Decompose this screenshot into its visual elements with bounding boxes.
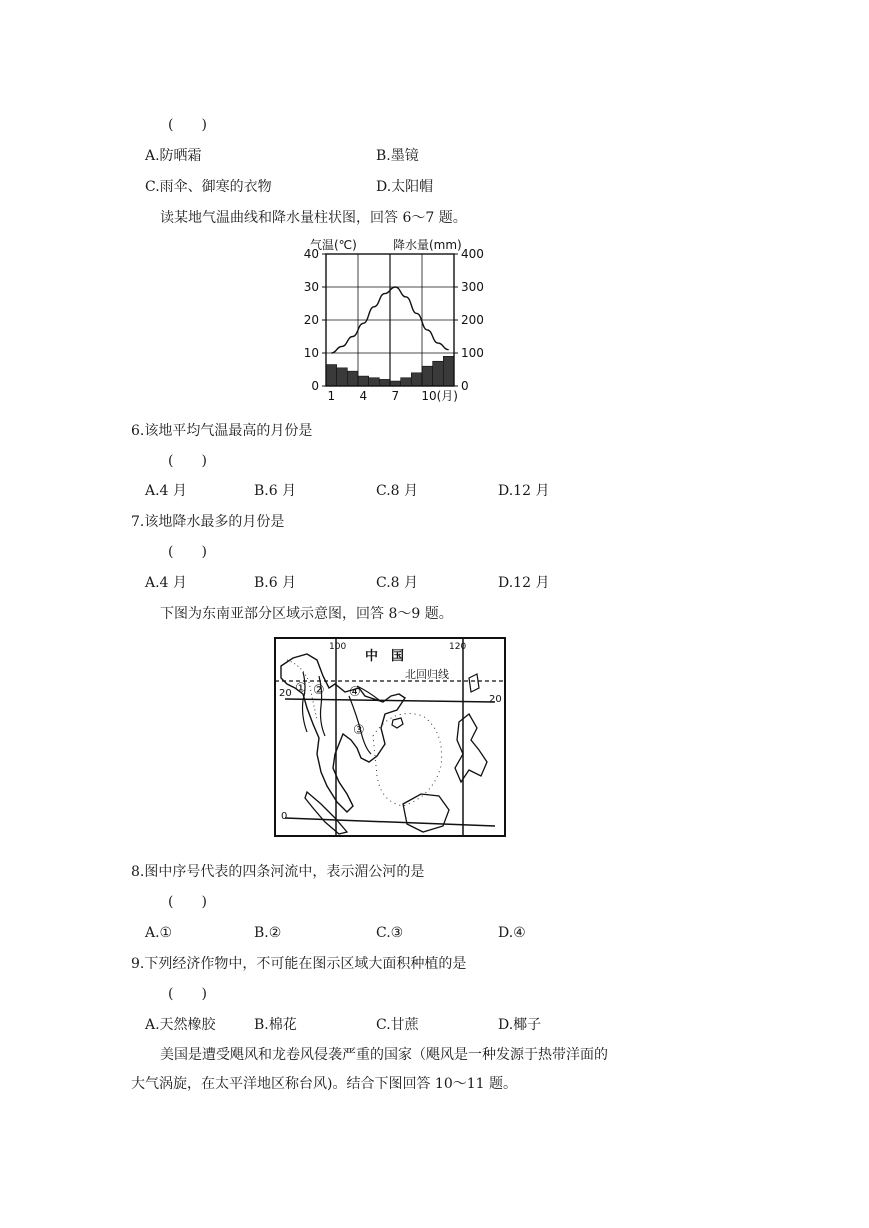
tick-label-left: 10 <box>303 346 319 360</box>
precip-bar <box>401 378 412 386</box>
precip-bar <box>379 379 390 386</box>
q6-stem: 6.该地平均气温最高的月份是 <box>131 423 313 439</box>
tick-label-right: 400 <box>461 247 484 261</box>
precip-bar <box>411 373 422 386</box>
precip-bar <box>422 366 433 386</box>
southeast-asia-map <box>273 636 509 840</box>
q7-option-b: B.6 月 <box>254 575 297 591</box>
q9-option-b: B.棉花 <box>254 1017 297 1033</box>
map-label-lat-0: 0 <box>281 811 288 822</box>
tick-label-right: 300 <box>461 280 484 294</box>
map-label-lat-20-left: 20 <box>279 688 292 699</box>
map-frame <box>275 638 505 836</box>
precip-bar <box>390 381 401 386</box>
q7-option-d: D.12 月 <box>498 575 550 591</box>
q8-option-c: C.③ <box>376 925 404 941</box>
precip-bar <box>358 376 369 386</box>
intro-10-11-line1: 美国是遭受飓风和龙卷风侵袭严重的国家（飓风是一种发源于热带洋面的 <box>160 1047 608 1063</box>
precip-bar <box>326 365 337 386</box>
intro-10-11-line2: 大气涡旋，在太平洋地区称台风)。结合下图回答 10～11 题。 <box>131 1076 517 1092</box>
precip-bar <box>443 356 454 386</box>
chart-ylabel-left: 气温(℃) <box>310 238 357 252</box>
q6-option-c: C.8 月 <box>376 483 419 499</box>
q5-option-b: B.墨镜 <box>376 148 419 164</box>
intro-8-9: 下图为东南亚部分区域示意图，回答 8～9 题。 <box>160 606 453 622</box>
map-label-lon-120: 120 <box>449 642 467 652</box>
tick-label-left: 20 <box>303 313 319 327</box>
tick-label-x: 10(月) <box>421 389 458 402</box>
q7-option-a: A.4 月 <box>145 575 187 591</box>
q8-option-a: A.① <box>145 925 173 941</box>
tick-label-x: 4 <box>359 389 368 402</box>
q9-option-a: A.天然橡胶 <box>145 1017 216 1033</box>
q9-option-d: D.椰子 <box>498 1017 542 1033</box>
map-label-tropic: 北回归线 <box>405 668 449 681</box>
map-river-label-2: ② <box>313 683 325 698</box>
tick-label-right: 100 <box>461 346 484 360</box>
tick-label-left: 40 <box>303 247 319 261</box>
map-river-label-1: ① <box>295 681 307 696</box>
map-river-label-4: ④ <box>349 685 361 700</box>
map-river-label-3: ③ <box>353 723 365 738</box>
map-label-china: 中 国 <box>365 649 405 664</box>
precip-bar <box>369 378 380 386</box>
map-label-lon-100: 100 <box>329 642 347 652</box>
q9-stem: 9.下列经济作物中，不可能在图示区域大面积种植的是 <box>131 956 467 972</box>
precip-bar <box>433 361 444 386</box>
precip-bar <box>337 368 348 386</box>
q8-option-b: B.② <box>254 925 282 941</box>
climate-chart <box>290 236 490 402</box>
tick-label-left: 30 <box>303 280 319 294</box>
tick-label-right: 0 <box>461 379 469 393</box>
q6-option-b: B.6 月 <box>254 483 297 499</box>
q7-option-c: C.8 月 <box>376 575 419 591</box>
q7-stem: 7.该地降水最多的月份是 <box>131 514 285 530</box>
q5-option-d: D.太阳帽 <box>376 179 434 195</box>
q6-answer-paren: ( ) <box>168 453 207 469</box>
tick-label-right: 200 <box>461 313 484 327</box>
q5-option-a: A.防晒霜 <box>145 148 202 164</box>
q5-option-c: C.雨伞、御寒的衣物 <box>145 179 272 195</box>
precip-bar <box>347 371 358 386</box>
q6-option-a: A.4 月 <box>145 483 187 499</box>
intro-6-7: 读某地气温曲线和降水量柱状图，回答 6～7 题。 <box>160 210 467 226</box>
q9-option-c: C.甘蔗 <box>376 1017 419 1033</box>
q5-answer-paren: ( ) <box>168 117 207 133</box>
tick-label-x: 7 <box>391 389 400 402</box>
q8-answer-paren: ( ) <box>168 894 207 910</box>
tick-label-x: 1 <box>327 389 336 402</box>
map-label-lat-20-right: 20 <box>489 694 502 705</box>
q8-stem: 8.图中序号代表的四条河流中，表示湄公河的是 <box>131 864 425 880</box>
q6-option-d: D.12 月 <box>498 483 550 499</box>
q9-answer-paren: ( ) <box>168 986 207 1002</box>
tick-label-left: 0 <box>311 379 319 393</box>
chart-ylabel-right: 降水量(mm) <box>393 238 462 252</box>
q8-option-d: D.④ <box>498 925 526 941</box>
q7-answer-paren: ( ) <box>168 544 207 560</box>
